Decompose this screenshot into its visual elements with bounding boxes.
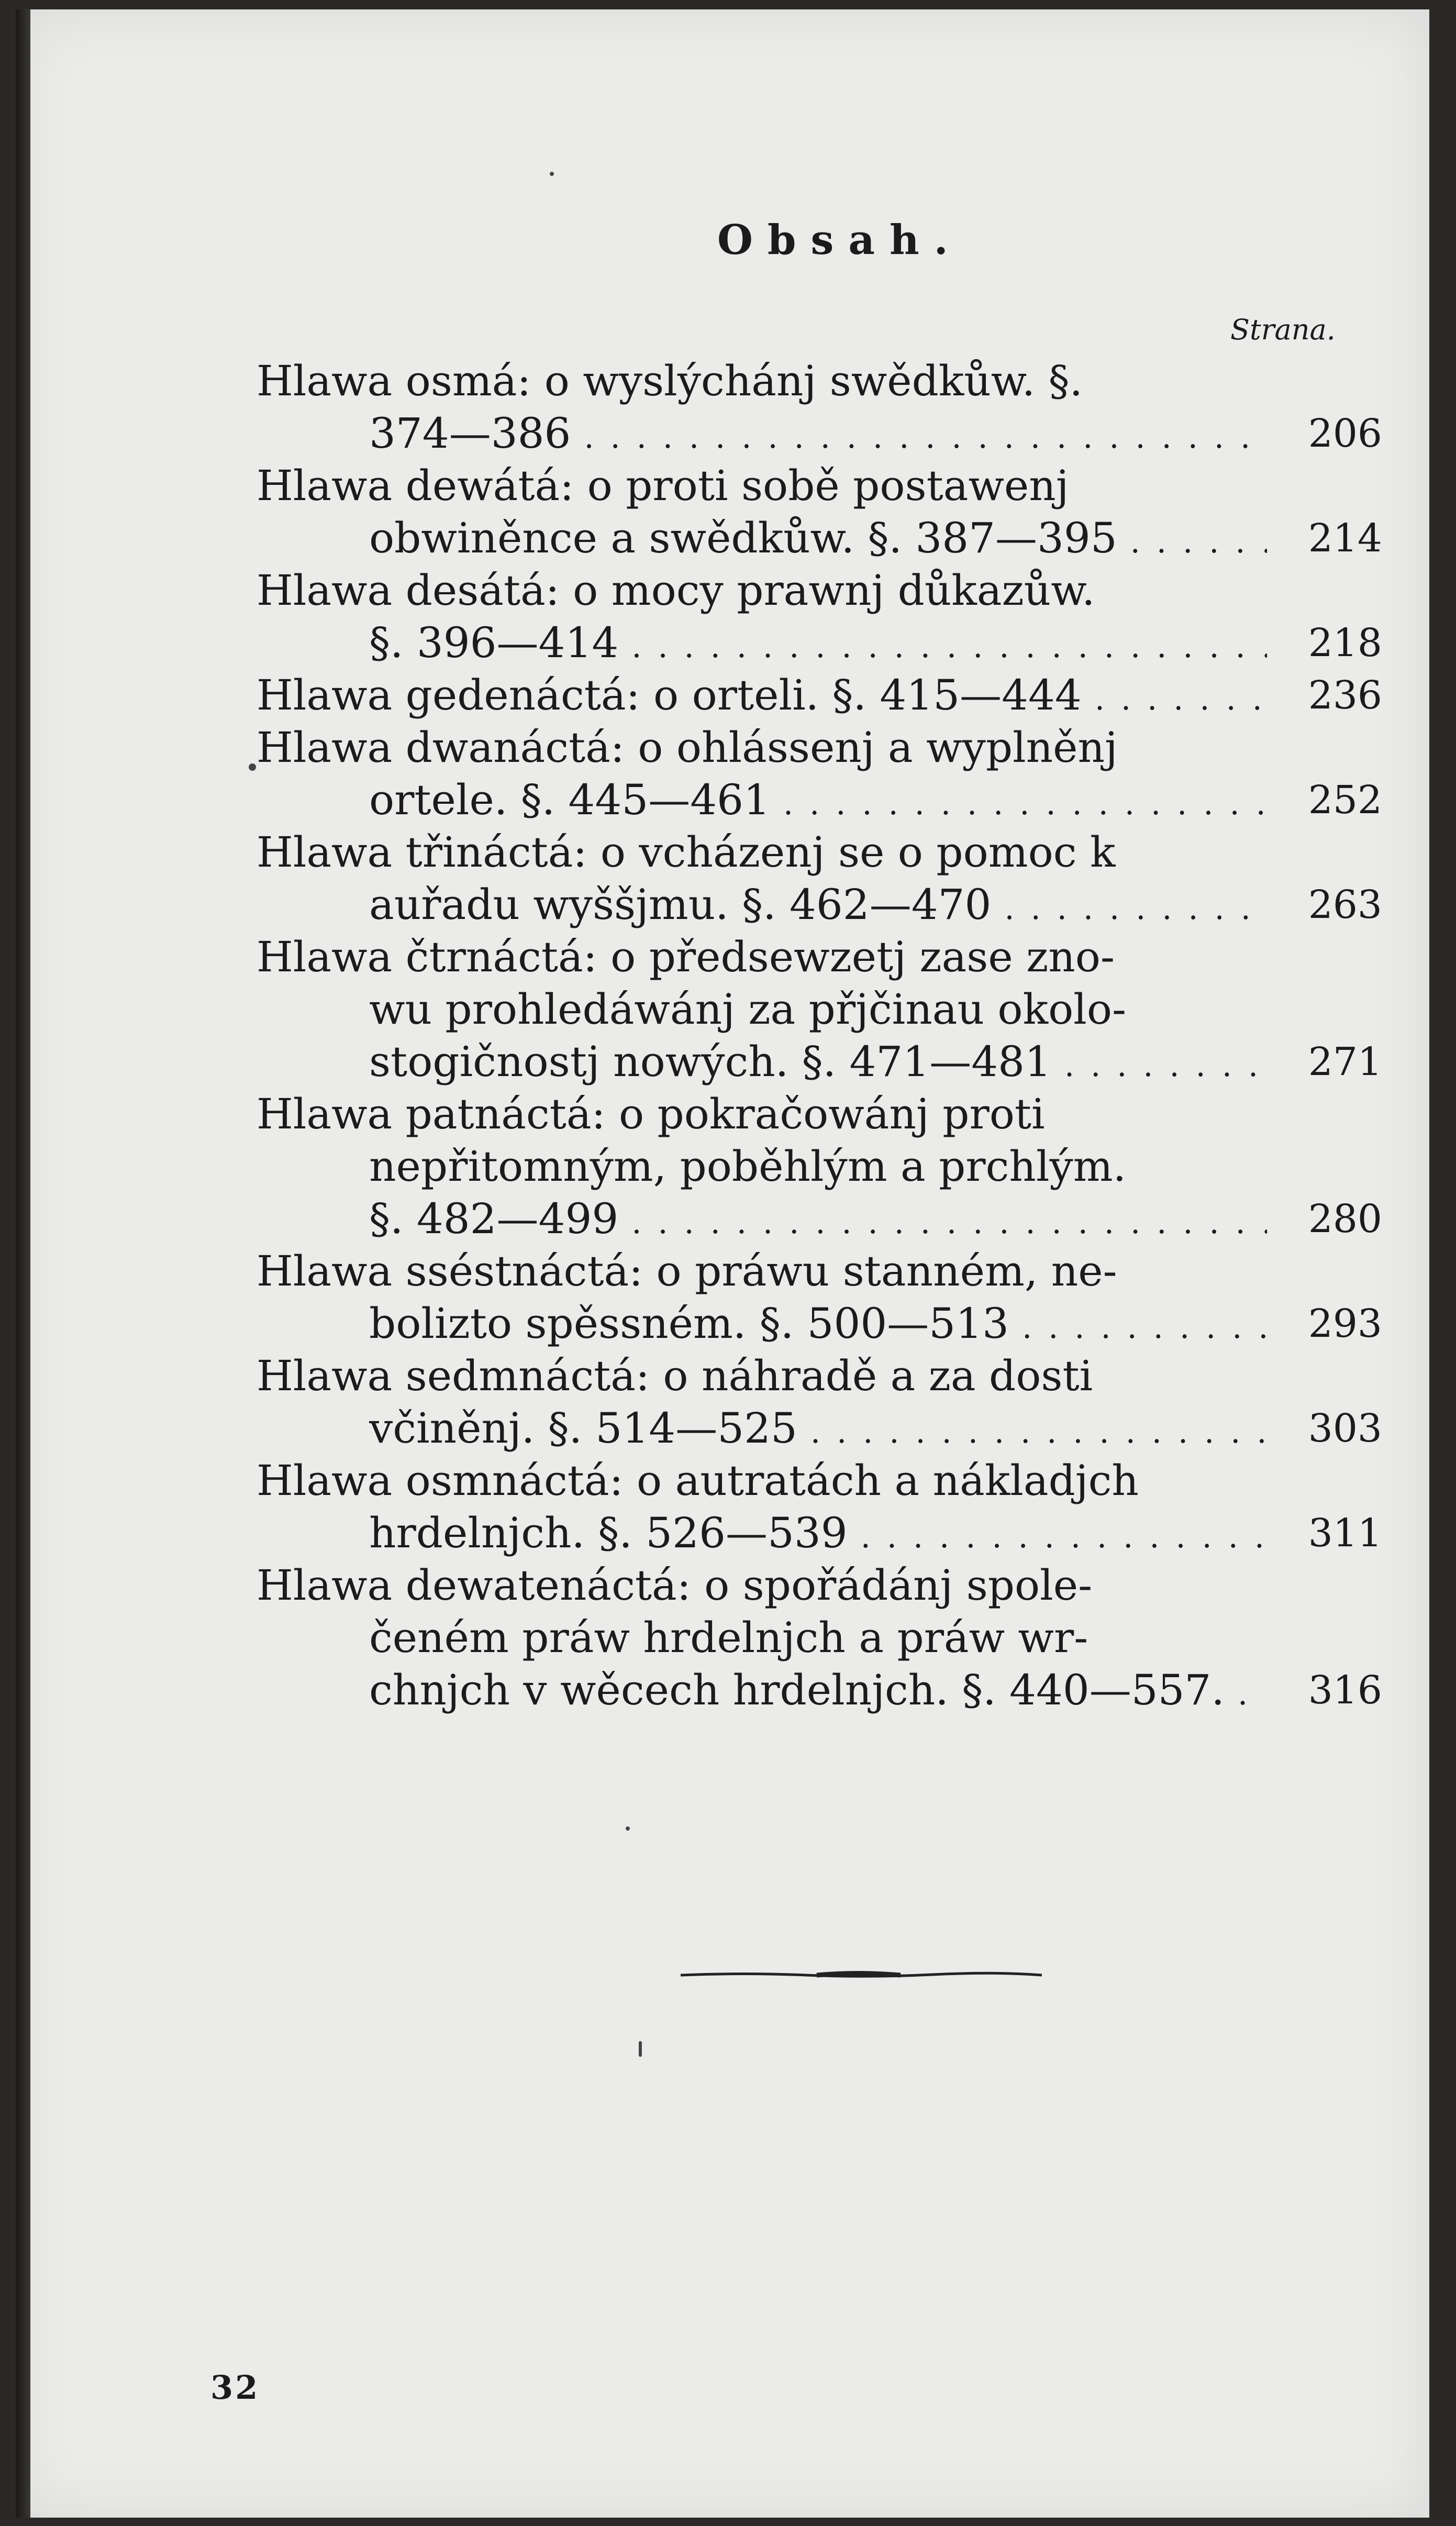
toc-entry-line <box>257 1193 1387 1245</box>
toc-page-number: 303 <box>1308 1406 1382 1451</box>
toc-entry-text: bolizto spěssném. §. 500—513 . . . <box>369 1298 1267 1354</box>
toc-entry-line <box>257 1088 1387 1140</box>
page-title: Obsah. <box>717 216 963 264</box>
toc-entry-text: Hlawa čtrnáctá: o předsewzetj zase zno- <box>257 933 1115 981</box>
toc-page-number: 293 <box>1308 1301 1382 1346</box>
paper-speck <box>249 763 256 771</box>
toc-entry-line <box>257 1036 1387 1088</box>
toc-entry-line <box>257 1559 1387 1612</box>
toc-entry-text: nepřitomným, poběhlým a prchlým. <box>369 1142 1127 1191</box>
toc-entry-line <box>257 1298 1387 1350</box>
paper-speck <box>639 2041 642 2057</box>
toc-entry-text: Hlawa osmnáctá: o autratách a nákladjch <box>257 1456 1139 1505</box>
toc-entry-text: hrdelnjch. §. 526—539 . . . <box>369 1507 1267 1563</box>
toc-entry-text: §. 482—499 . . . <box>369 1193 1267 1249</box>
toc-entry-line <box>257 1350 1387 1402</box>
toc-entry-line <box>257 512 1387 564</box>
page-column-label: Strana. <box>1230 313 1336 346</box>
toc-entry-line <box>257 1140 1387 1193</box>
page-binding-edge <box>16 9 30 2518</box>
toc-entry-line <box>257 407 1387 460</box>
toc-entry-text: Hlawa třináctá: o vcházenj se o pomoc k <box>257 828 1116 877</box>
toc-entry-text: Hlawa patnáctá: o pokračowánj proti <box>257 1090 1045 1138</box>
toc-page-number: 280 <box>1308 1196 1382 1242</box>
toc-page-number: 316 <box>1308 1668 1382 1713</box>
toc-entry-text: auřadu wyššjmu. §. 462—470 . . . <box>369 879 1267 935</box>
paper-speck <box>626 1826 630 1831</box>
table-of-contents <box>257 355 1387 1716</box>
toc-page-number: 271 <box>1308 1039 1382 1084</box>
toc-entry-text: včiněnj. §. 514—525 . . . <box>369 1402 1267 1458</box>
toc-entry-line <box>257 1402 1387 1455</box>
toc-entry-text: obwiněnce a swědkůw. §. 387—395 . . . <box>369 512 1267 568</box>
toc-entry-line <box>257 1664 1387 1716</box>
toc-entry-line <box>257 1507 1387 1559</box>
toc-entry-text: Hlawa sséstnáctá: o práwu stanném, ne- <box>257 1247 1117 1295</box>
toc-entry-text: Hlawa dewátá: o proti sobě postawenj <box>257 461 1069 510</box>
toc-entry-text: čeném práw hrdelnjch a práw wr- <box>369 1613 1088 1662</box>
paper-speck <box>550 172 554 176</box>
toc-entry-line <box>257 826 1387 879</box>
toc-entry-line <box>257 879 1387 931</box>
toc-entry-line <box>257 617 1387 669</box>
toc-entry-text: Hlawa dwanáctá: o ohlássenj a wyplněnj <box>257 723 1118 772</box>
toc-entry-text: chnjch v wěcech hrdelnjch. §. 440—557. . . . <box>369 1664 1267 1720</box>
toc-entry-text: Hlawa desátá: o mocy prawnj důkazůw. <box>257 566 1095 615</box>
toc-entry-text: Hlawa sedmnáctá: o náhradě a za dosti <box>257 1351 1093 1400</box>
book-page <box>16 9 1429 2518</box>
toc-entry-text: Hlawa dewatenáctá: o spořádánj spole- <box>257 1561 1093 1610</box>
toc-entry-line <box>257 1612 1387 1664</box>
divider-ornament <box>681 1970 1042 1980</box>
toc-entry-line <box>257 931 1387 983</box>
toc-entry-text: 374—386 . . . <box>369 407 1267 463</box>
toc-entry-line <box>257 774 1387 826</box>
toc-entry-line <box>257 722 1387 774</box>
toc-entry-text: Hlawa osmá: o wyslýchánj swědkůw. §. <box>257 357 1083 405</box>
toc-entry-line <box>257 355 1387 407</box>
toc-page-number: 218 <box>1308 621 1382 666</box>
signature-mark: 32 <box>210 2368 260 2407</box>
toc-entry-text: Hlawa gedenáctá: o orteli. §. 415—444 . . . <box>257 669 1267 725</box>
toc-page-number: 206 <box>1308 411 1382 456</box>
toc-page-number: 236 <box>1308 673 1382 718</box>
toc-entry-text: §. 396—414 . . . <box>369 617 1267 673</box>
toc-page-number: 214 <box>1308 516 1382 561</box>
toc-page-number: 311 <box>1308 1511 1382 1556</box>
toc-entry-line <box>257 460 1387 512</box>
toc-entry-text: stogičnostj nowých. §. 471—481 . . . <box>369 1036 1267 1092</box>
toc-entry-text: ortele. §. 445—461 . . . <box>369 774 1267 830</box>
toc-entry-text: wu prohledáwánj za přjčinau okolo- <box>369 985 1127 1034</box>
toc-entry-line <box>257 983 1387 1036</box>
toc-page-number: 252 <box>1308 778 1382 823</box>
toc-entry-line <box>257 1455 1387 1507</box>
toc-page-number: 263 <box>1308 882 1382 927</box>
toc-entry-line <box>257 564 1387 617</box>
toc-entry-line <box>257 1245 1387 1298</box>
toc-entry-line <box>257 669 1387 722</box>
